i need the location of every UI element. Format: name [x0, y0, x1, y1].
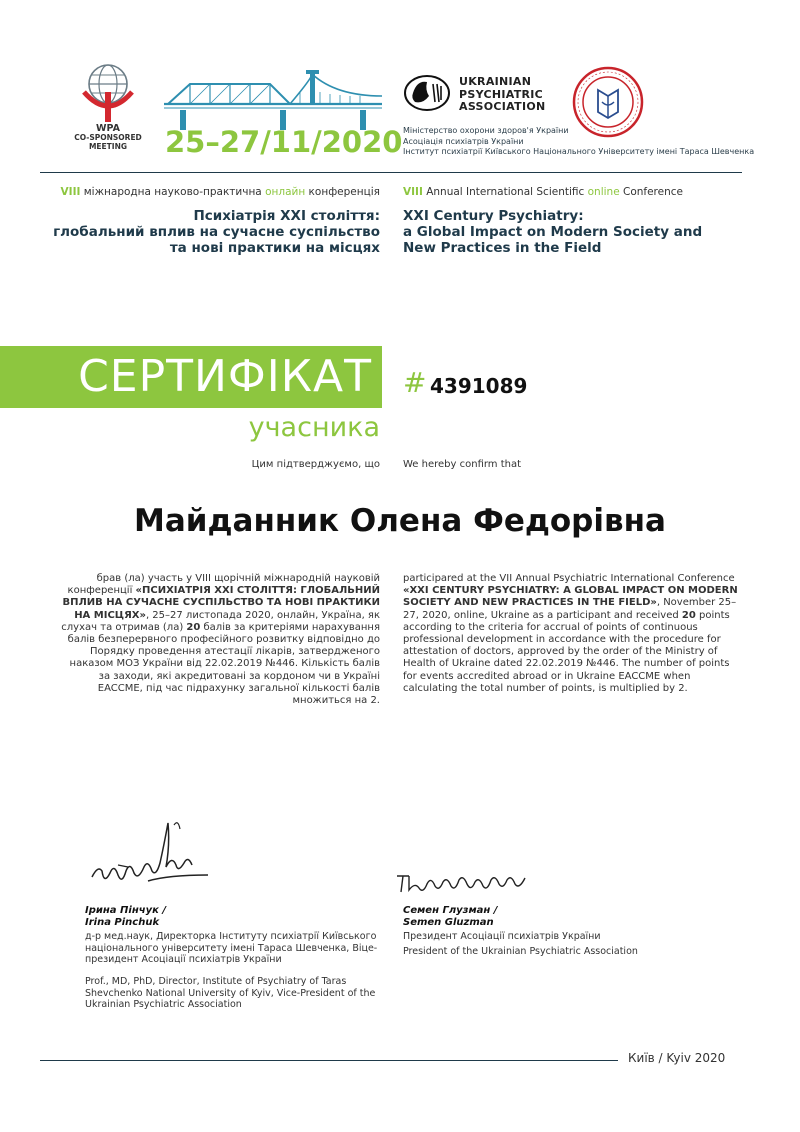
- body-text-en: [403, 573, 743, 695]
- body-en-part: participared at the VII Annual Psychiatric International Conference: [403, 573, 735, 584]
- title-en-line3: New Practices in the Field: [403, 240, 602, 256]
- wpa-line1: WPA: [96, 123, 120, 134]
- wpa-logo-icon: [78, 62, 138, 124]
- confirm-text-uk: Цим підтверджуємо, що: [251, 459, 380, 470]
- signatory1-title-uk: д-р мед.наук, Директорка Інституту психіатрії Київського національного університету імені Тараса Шевченка, Віце-президент Асоціації психіатрів України: [85, 931, 378, 965]
- org-institute: Інститут психіатрії Київського Національного Університету імені Тараса Шевченка: [403, 147, 755, 156]
- conference-label-en: [403, 186, 683, 198]
- wpa-caption: [70, 124, 146, 151]
- org-ministry: Міністерство охорони здоров'я України: [403, 126, 569, 135]
- footer-place-year: Київ / Kyiv 2020: [628, 1051, 726, 1065]
- upa-line2: PSYCHIATRIC: [459, 87, 544, 101]
- upa-name: [459, 76, 546, 114]
- body-uk-part: балів за критеріями нарахування балів безперервного професійного розвитку відповідно до Порядку проведення атестації лікарів, затвердженого наказом МОЗ України від 22.02.2019 №446. Кількість балів за заходи, які акредитовані за кордоном чи в Україні EACCME, під час підрахунку загальної кількості балів множиться на 2.: [67, 621, 380, 707]
- confirm-text-en: We hereby confirm that: [403, 459, 522, 470]
- signatory2-title-uk: Президент Асоціації психіатрів України: [403, 931, 601, 942]
- upa-line3: ASSOCIATION: [459, 100, 546, 113]
- conf-post-uk: конференція: [305, 186, 380, 198]
- body-en-points: 20: [681, 609, 696, 621]
- upa-line1: UKRAINIAN: [459, 75, 532, 88]
- bridge-illustration-icon: [160, 66, 386, 134]
- body-en-part: points according to the criteria for accrual of points of continuous professional development in accordance with the procedure for attestation of doctors, approved by the order of the Ministry of Health of Ukraine dated 22.02.2019 №446. The number of points for events accredited abroad or in Ukraine EACCME when calculating the total number of points, is multiplied by 2.: [403, 609, 730, 694]
- body-uk-title: «ПСИХІАТРІЯ XXI СТОЛІТТЯ: ГЛОБАЛЬНИЙ ВПЛИВ НА СУЧАСНЕ СУСПІЛЬСТВО ТА НОВІ ПРАКТИКИ НА МІСЦЯХ»: [62, 585, 380, 621]
- body-uk-points: 20: [186, 621, 201, 633]
- signature-gluzman-icon: [395, 862, 535, 898]
- conf-online-uk: онлайн: [265, 186, 306, 198]
- certificate-number: 4391089: [430, 374, 528, 398]
- body-text-uk: [60, 573, 380, 707]
- wpa-line3: MEETING: [88, 142, 128, 151]
- certificate-title: СЕРТИФІКАТ: [78, 351, 372, 402]
- title-en-line1: XXI Century Psychiatry:: [403, 208, 584, 224]
- title-uk-line2: глобальний вплив на сучасне суспільство: [53, 224, 380, 240]
- signatory1-name-en: Irina Pinchuk: [85, 917, 160, 928]
- hash-symbol: #: [403, 366, 427, 399]
- signature-pinchuk-icon: [88, 815, 218, 895]
- body-en-title: «XXI CENTURY PSYCHIATRY: A GLOBAL IMPACT ON MODERN SOCIETY AND NEW PRACTICES IN THE FIELD»: [403, 585, 738, 609]
- title-uk-line3: та нові практики на місцях: [169, 240, 380, 256]
- signatory1-name: [85, 905, 166, 929]
- body-en-part: , November 25–27, 2020, online, Ukraine as a participant and received: [403, 597, 737, 621]
- upa-logo-icon: [403, 74, 451, 112]
- conf-online-en: online: [587, 186, 620, 198]
- participant-name: Майданник Олена Федорівна: [134, 503, 666, 539]
- conference-label-uk: [60, 186, 380, 198]
- conf-num-uk: VIII: [60, 186, 81, 198]
- org-association: Асоціація психіатрів України: [403, 136, 524, 146]
- signatory1-title-en: Prof., MD, PhD, Director, Institute of Psychiatry of Taras Shevchenko National University of Kyiv, Vice-President of the Ukrainian Psychiatric Association: [85, 976, 376, 1010]
- conf-pre-uk: міжнародна науково-практична: [80, 186, 266, 198]
- conference-title-uk: [40, 208, 380, 256]
- organizers-list: [403, 126, 754, 158]
- footer-divider: [40, 1060, 618, 1061]
- conf-pre-en: Annual International Scientific: [422, 186, 588, 198]
- signatory2-name-uk: Семен Глузман /: [403, 905, 498, 916]
- conference-dates: 25–27/11/2020: [165, 125, 403, 159]
- conference-title-en: [403, 208, 702, 256]
- signatory1-name-uk: Ірина Пінчук /: [85, 905, 167, 916]
- body-uk-part: брав (ла) участь у VIII щорічній міжнародній науковій конференції: [67, 573, 380, 597]
- title-uk-line1: Психіатрія XXI століття:: [193, 208, 380, 224]
- title-en-line2: a Global Impact on Modern Society and: [403, 224, 703, 240]
- body-uk-part: , 25–27 листопада 2020, онлайн, Україна, як слухач та отримав (ла): [61, 609, 380, 633]
- signatory2-title-en: President of the Ukrainian Psychiatric Association: [403, 946, 638, 957]
- conf-num-en: VIII: [403, 186, 423, 198]
- wpa-line2: CO-SPONSORED: [74, 133, 142, 142]
- signatory2-name-en: Semen Gluzman: [403, 917, 494, 928]
- signatory2-name: [403, 905, 497, 929]
- header-divider: [40, 172, 742, 173]
- certificate-subtitle: учасника: [248, 412, 380, 443]
- conf-post-en: Conference: [619, 186, 683, 198]
